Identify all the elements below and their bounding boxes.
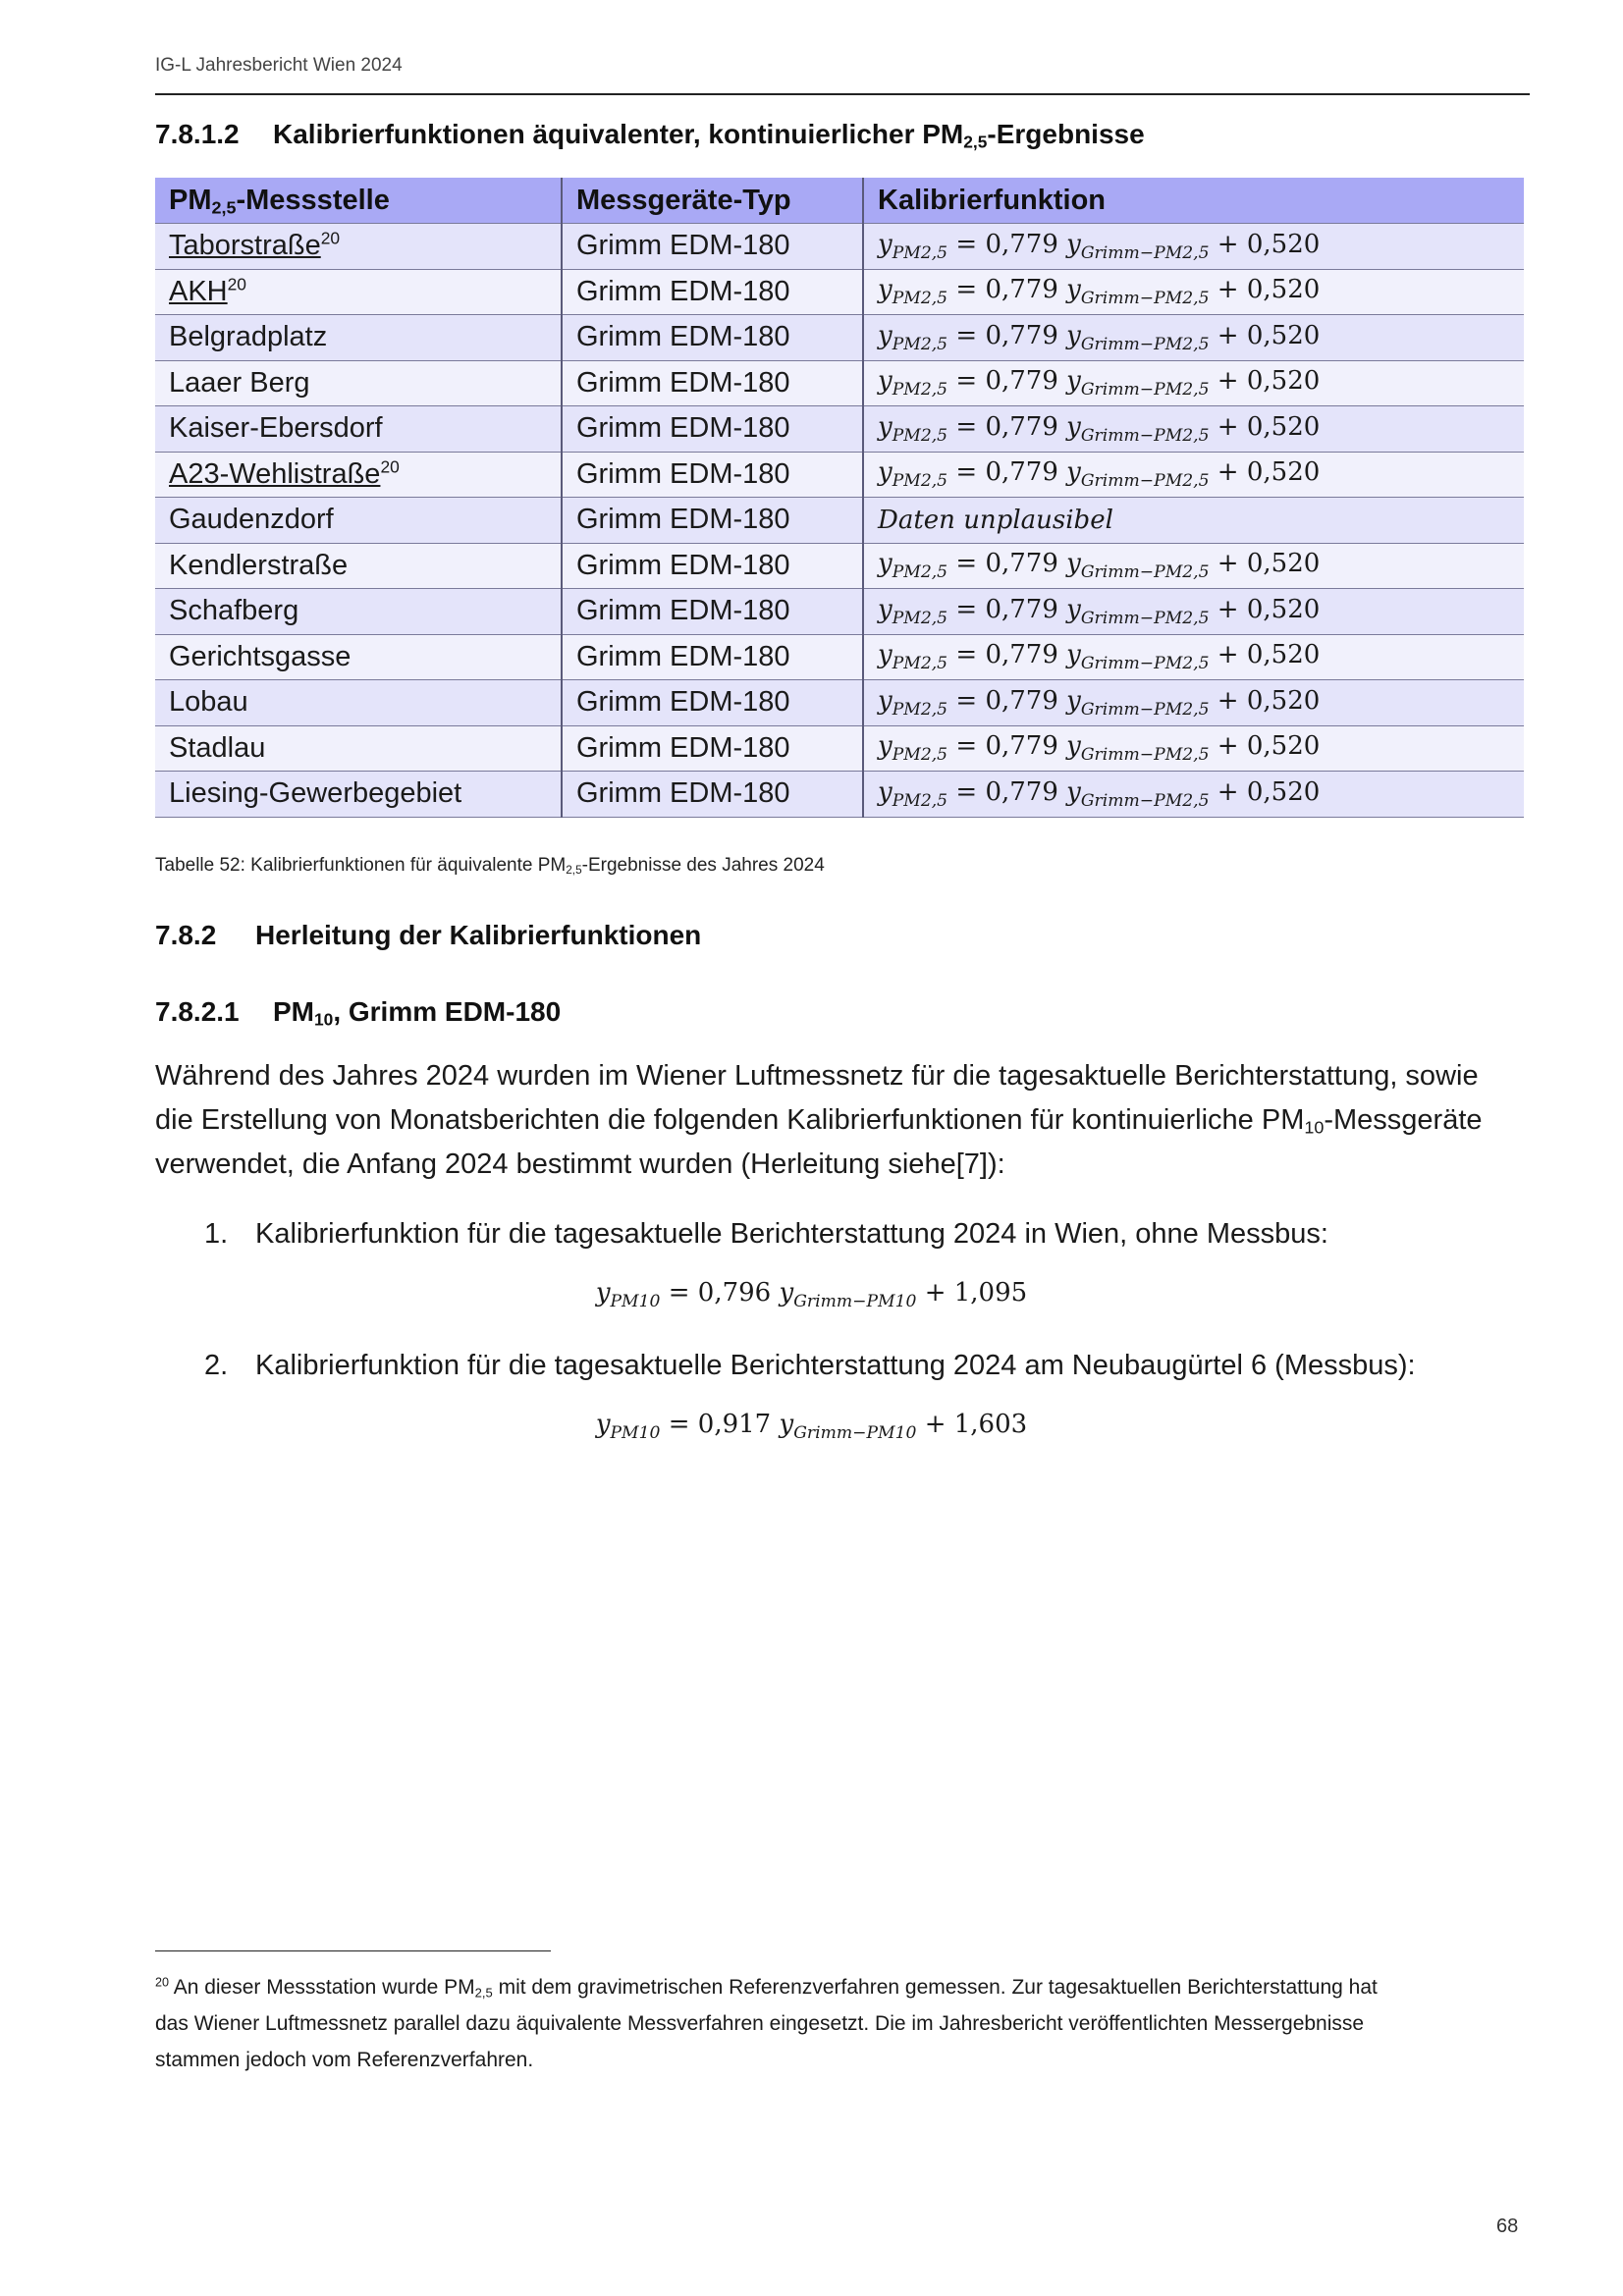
station-name: Laaer Berg <box>169 366 310 399</box>
section-heading-7-8-2 <box>155 920 701 951</box>
body-paragraph <box>155 1054 1530 1187</box>
footnote-line-2: das Wiener Luftmessnetz parallel dazu äquivalente Messverfahren eingesetzt. Die im Jahresbericht veröffentlichten Messergebnisse <box>155 2012 1365 2035</box>
table-row <box>155 406 1524 453</box>
table-body <box>155 224 1524 818</box>
paragraph-line-1: Während des Jahres 2024 wurden im Wiener Luftmessnetz für die tagesaktuelle Berichterstattung, sowie <box>155 1060 1479 1092</box>
station-name: Kaiser-Ebersdorf <box>169 412 383 445</box>
station-cell <box>155 315 562 361</box>
section-title-post: -Ergebnisse <box>987 119 1145 149</box>
device-cell: Grimm EDM-180 <box>562 452 863 498</box>
table-header-row <box>155 178 1524 224</box>
calibration-cell: $y_{PM2,5} = 0,779$ $y_{Grimm-PM2,5} + 0,520$ <box>863 772 1524 818</box>
section-number: 7.8.2 <box>155 920 217 950</box>
list-text: Kalibrierfunktion für die tagesaktuelle Berichterstattung 2024 in Wien, ohne Messbus: <box>255 1218 1328 1250</box>
footnote-marker: 20 <box>320 228 341 248</box>
device-cell: Grimm EDM-180 <box>562 224 863 270</box>
station-name: Lobau <box>169 686 248 719</box>
device-cell: Grimm EDM-180 <box>562 680 863 726</box>
footnote-line-1: $^{20}$ An dieser Messstation wurde $PM_{2,5}$ mit dem gravimetrischen Referenzverfahren gemessen. Zur tagesaktuellen Berichterstattung hat <box>155 1975 1378 2001</box>
station-cell <box>155 406 562 453</box>
device-cell: Grimm EDM-180 <box>562 772 863 818</box>
station-cell <box>155 360 562 406</box>
footnote-line-3: stammen jedoch vom Referenzverfahren. <box>155 2049 534 2071</box>
device-cell: Grimm EDM-180 <box>562 269 863 315</box>
calibration-cell <box>863 498 1524 544</box>
device-cell: Grimm EDM-180 <box>562 498 863 544</box>
section-title: Herleitung der Kalibrierfunktionen <box>255 920 702 950</box>
device-cell: Grimm EDM-180 <box>562 543 863 589</box>
table-row <box>155 269 1524 315</box>
station-cell <box>155 772 562 818</box>
station-cell <box>155 725 562 772</box>
device-cell: Grimm EDM-180 <box>562 589 863 635</box>
list-text: Kalibrierfunktion für die tagesaktuelle Berichterstattung 2024 am Neubaugürtel 6 (Messbus): <box>255 1350 1416 1381</box>
list-number: 1. <box>204 1218 229 1250</box>
table-row <box>155 680 1524 726</box>
section-heading-7-8-1-2 <box>155 119 1145 150</box>
data-note: Daten unplausibel <box>878 505 1113 535</box>
station-cell <box>155 589 562 635</box>
table-row <box>155 772 1524 818</box>
table-row <box>155 498 1524 544</box>
calibration-cell: $y_{PM2,5} = 0,779$ $y_{Grimm-PM2,5} + 0,520$ <box>863 725 1524 772</box>
table-row <box>155 725 1524 772</box>
list-number: 2. <box>204 1350 229 1381</box>
section-number: 7.8.1.2 <box>155 119 240 149</box>
footnote-rule <box>155 1950 551 1951</box>
page-number: 68 <box>1496 2216 1519 2237</box>
station-cell <box>155 543 562 589</box>
table-row <box>155 452 1524 498</box>
calibration-cell: $y_{PM2,5} = 0,779$ $y_{Grimm-PM2,5} + 0,520$ <box>863 543 1524 589</box>
list-item-1 <box>204 1218 1328 1251</box>
header-station: $PM_{2,5}$-Messstelle <box>155 178 562 224</box>
calibration-cell: $y_{PM2,5} = 0,779$ $y_{Grimm-PM2,5} + 0,520$ <box>863 360 1524 406</box>
table-row <box>155 543 1524 589</box>
station-cell <box>155 224 562 270</box>
station-cell <box>155 680 562 726</box>
list-item-2 <box>204 1350 1416 1382</box>
table-row <box>155 634 1524 680</box>
paragraph-line-3: verwendet, die Anfang 2024 bestimmt wurden (Herleitung siehe[7]): <box>155 1148 1005 1180</box>
calibration-cell: $y_{PM2,5} = 0,779$ $y_{Grimm-PM2,5} + 0,520$ <box>863 589 1524 635</box>
paragraph-line-2: die Erstellung von Monatsberichten die folgenden Kalibrierfunktionen für kontinuierliche $PM_{10}$-Messgeräte <box>155 1104 1483 1138</box>
table-row <box>155 224 1524 270</box>
section-title-sub: 2,5 <box>963 132 988 152</box>
device-cell: Grimm EDM-180 <box>562 725 863 772</box>
header-rule <box>155 93 1530 95</box>
table-row <box>155 589 1524 635</box>
device-cell: Grimm EDM-180 <box>562 406 863 453</box>
formula-1: $y_{PM10} = 0,796$ $y_{Grimm-PM10} + 1,095$ <box>595 1278 1028 1311</box>
station-cell <box>155 452 562 498</box>
calibration-cell: $y_{PM2,5} = 0,779$ $y_{Grimm-PM2,5} + 0,520$ <box>863 452 1524 498</box>
station-cell <box>155 269 562 315</box>
station-name: A23-Wehlistraße <box>169 457 381 490</box>
station-name: Taborstraße <box>169 230 321 262</box>
station-cell <box>155 498 562 544</box>
device-cell: Grimm EDM-180 <box>562 360 863 406</box>
calibration-cell: $y_{PM2,5} = 0,779$ $y_{Grimm-PM2,5} + 0,520$ <box>863 269 1524 315</box>
footnote <box>155 1969 1530 2078</box>
station-name: Gerichtsgasse <box>169 640 352 672</box>
station-name: AKH <box>169 275 228 307</box>
table-caption: Tabelle 52: Kalibrierfunktionen für äquivalente $PM_{2,5}$-Ergebnisse des Jahres 2024 <box>155 855 825 877</box>
running-header: IG-L Jahresbericht Wien 2024 <box>155 55 403 76</box>
calibration-cell: $y_{PM2,5} = 0,779$ $y_{Grimm-PM2,5} + 0,520$ <box>863 406 1524 453</box>
formula-2: $y_{PM10} = 0,917$ $y_{Grimm-PM10} + 1,603$ <box>595 1410 1028 1443</box>
section-title-pre: Kalibrierfunktionen äquivalenter, kontinuierlicher PM <box>273 119 964 149</box>
station-name: Schafberg <box>169 595 299 627</box>
device-cell: Grimm EDM-180 <box>562 315 863 361</box>
section-number: 7.8.2.1 <box>155 996 240 1027</box>
calibration-cell: $y_{PM2,5} = 0,779$ $y_{Grimm-PM2,5} + 0,520$ <box>863 315 1524 361</box>
station-name: Stadlau <box>169 731 266 764</box>
footnote-marker: 20 <box>227 274 246 294</box>
station-name: Belgradplatz <box>169 321 328 353</box>
calibration-cell: $y_{PM2,5} = 0,779$ $y_{Grimm-PM2,5} + 0,520$ <box>863 680 1524 726</box>
footnote-marker: 20 <box>380 456 400 477</box>
device-cell: Grimm EDM-180 <box>562 634 863 680</box>
station-cell <box>155 634 562 680</box>
station-name: Kendlerstraße <box>169 549 349 581</box>
header-calibration: Kalibrierfunktion <box>863 178 1524 224</box>
header-device: Messgeräte-Typ <box>562 178 863 224</box>
calibration-cell: $y_{PM2,5} = 0,779$ $y_{Grimm-PM2,5} + 0,520$ <box>863 634 1524 680</box>
station-name: Liesing-Gewerbegebiet <box>169 777 462 810</box>
table-row <box>155 360 1524 406</box>
table-row <box>155 315 1524 361</box>
calibration-cell: $y_{PM2,5} = 0,779$ $y_{Grimm-PM2,5} + 0,520$ <box>863 224 1524 270</box>
station-name: Gaudenzdorf <box>169 504 334 536</box>
calibration-table <box>155 178 1524 818</box>
section-heading-7-8-2-1: 7.8.2.1 $PM_{10}$, Grimm EDM-180 <box>155 996 562 1030</box>
